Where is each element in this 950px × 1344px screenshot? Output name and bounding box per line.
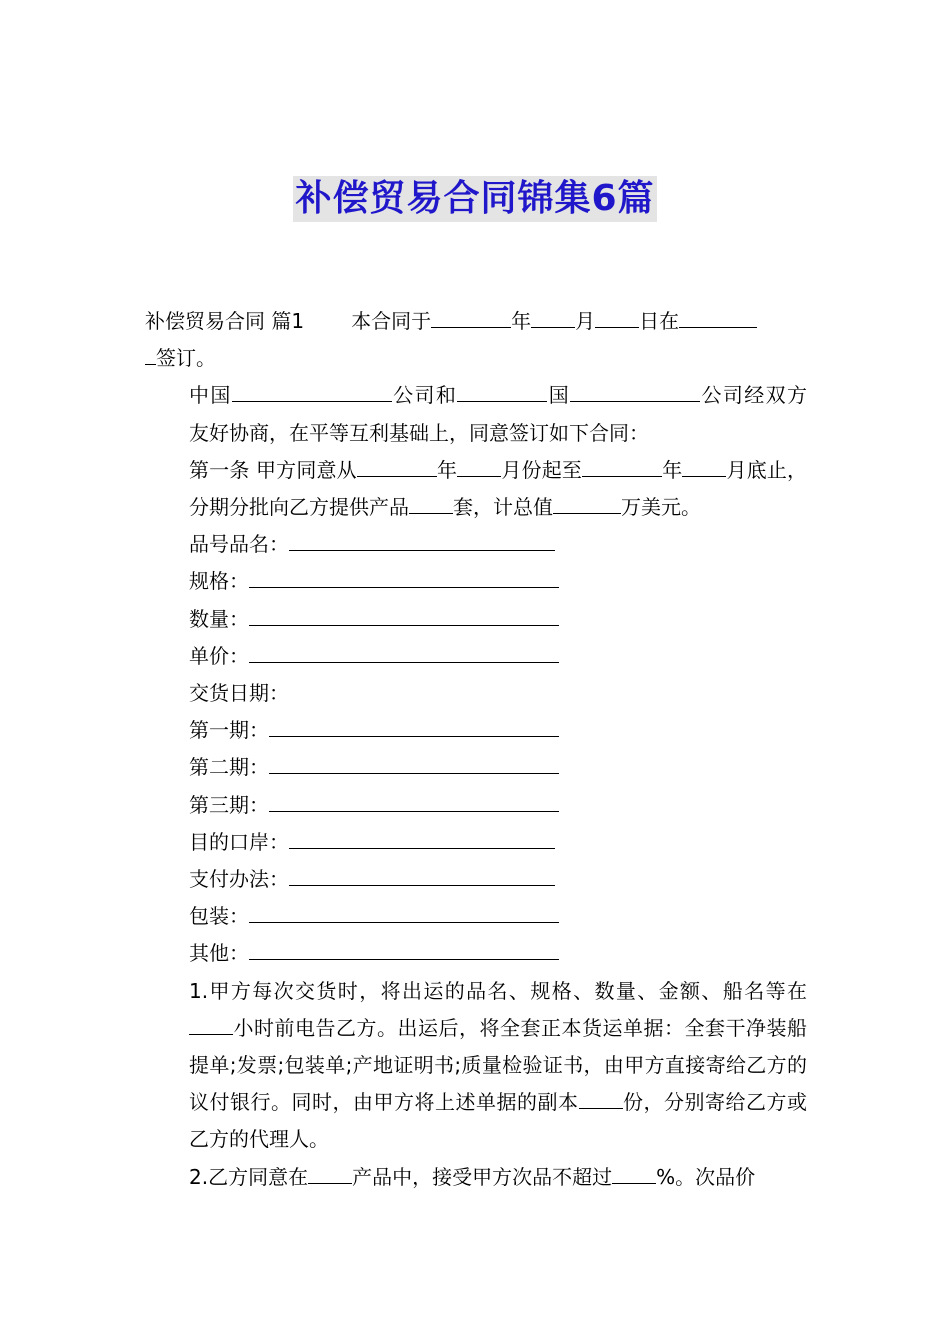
text: 第一条 甲方同意从 xyxy=(189,457,357,482)
field-blank xyxy=(249,605,559,626)
field-blank xyxy=(269,753,559,774)
field-label: 单价： xyxy=(189,643,249,668)
document-title-wrap xyxy=(0,176,950,222)
text: 小时前电告乙方。出运后，将全套正本货运单据：全套干净装船提单;发票;包装单;产地证明书;质量检验证书，由甲方直接寄给乙方的议付银行。同时，由甲方将上述单据的副本 xyxy=(189,1015,807,1115)
field-label: 包装： xyxy=(189,904,249,929)
field-blank xyxy=(269,716,559,737)
blank xyxy=(682,475,726,477)
field-blank xyxy=(249,902,559,923)
blank xyxy=(457,475,501,477)
text: 年 xyxy=(436,457,458,482)
text: %。次品价 xyxy=(656,1164,756,1189)
blank xyxy=(232,400,392,402)
field-blank xyxy=(289,828,555,849)
field-packaging xyxy=(145,898,807,935)
text: 套，计总值 xyxy=(453,495,553,520)
field-label: 目的口岸： xyxy=(189,829,289,854)
blank xyxy=(457,400,547,402)
text: 月份起至 xyxy=(501,457,583,482)
text: 公司和 xyxy=(391,383,458,408)
field-label: 规格： xyxy=(189,569,249,594)
blank xyxy=(579,1107,623,1109)
text: 日在 xyxy=(639,309,680,333)
contract-heading: 补偿贸易合同 篇1 xyxy=(145,309,305,333)
field-other xyxy=(145,935,807,972)
text: 产品中，接受甲方次品不超过 xyxy=(352,1164,613,1189)
text: 月 xyxy=(575,309,596,333)
blank xyxy=(553,512,621,514)
field-label: 品号品名： xyxy=(189,532,289,557)
blank xyxy=(531,326,575,328)
field-blank xyxy=(289,530,555,551)
field-label: 第二期： xyxy=(189,755,269,780)
blank xyxy=(357,475,437,477)
text: 中国 xyxy=(189,383,232,408)
document-body xyxy=(145,303,807,1196)
document-title: 补偿贸易合同锦集6篇 xyxy=(293,176,656,222)
blank xyxy=(145,363,156,365)
blank xyxy=(409,512,453,514)
field-phase-1 xyxy=(145,712,807,749)
field-label: 交货日期： xyxy=(189,681,289,706)
blank xyxy=(308,1182,352,1184)
field-label: 其他： xyxy=(189,941,249,966)
text: 万美元。 xyxy=(621,495,701,520)
field-quantity xyxy=(145,601,807,638)
field-phase-3 xyxy=(145,787,807,824)
blank xyxy=(431,326,511,328)
blank xyxy=(679,326,757,328)
clause-2-paragraph xyxy=(145,1159,807,1196)
field-label: 第三期： xyxy=(189,792,269,817)
blank xyxy=(189,1033,233,1035)
blank xyxy=(570,400,700,402)
field-label: 支付办法： xyxy=(189,867,289,892)
contract-intro-line1 xyxy=(145,303,807,340)
field-label: 数量： xyxy=(189,606,249,631)
article-one-paragraph xyxy=(145,452,807,526)
field-blank xyxy=(249,939,559,960)
text: 公司经双方友好协商，在平等互利基础上，同意签订如下合同： xyxy=(189,383,808,445)
parties-paragraph xyxy=(145,377,807,451)
blank xyxy=(595,326,639,328)
text: 份，分别寄给乙方或乙方的代理人。 xyxy=(189,1090,807,1152)
text: 本合同于 xyxy=(351,309,432,333)
field-spec xyxy=(145,563,807,600)
field-delivery-date xyxy=(145,675,807,712)
field-product-name xyxy=(145,526,807,563)
field-blank xyxy=(269,791,559,812)
text: 2.乙方同意在 xyxy=(189,1164,309,1189)
field-payment-method xyxy=(145,861,807,898)
text: 月底止，分期分批向乙方提供产品 xyxy=(189,457,808,520)
field-blank xyxy=(289,865,555,886)
field-destination-port xyxy=(145,824,807,861)
blank xyxy=(612,1182,656,1184)
field-blank xyxy=(249,567,559,588)
text: 年 xyxy=(511,309,532,333)
field-label: 第一期： xyxy=(189,718,269,743)
clause-1-paragraph xyxy=(145,973,807,1159)
contract-intro-line2 xyxy=(145,340,807,377)
field-unit-price xyxy=(145,638,807,675)
field-blank xyxy=(249,642,559,663)
text: 国 xyxy=(547,383,571,408)
text: 1.甲方每次交货时，将出运的品名、规格、数量、金额、船名等在 xyxy=(189,978,807,1003)
text: 年 xyxy=(662,457,683,482)
blank xyxy=(582,475,662,477)
text: 签订。 xyxy=(156,346,216,371)
field-phase-2 xyxy=(145,749,807,786)
